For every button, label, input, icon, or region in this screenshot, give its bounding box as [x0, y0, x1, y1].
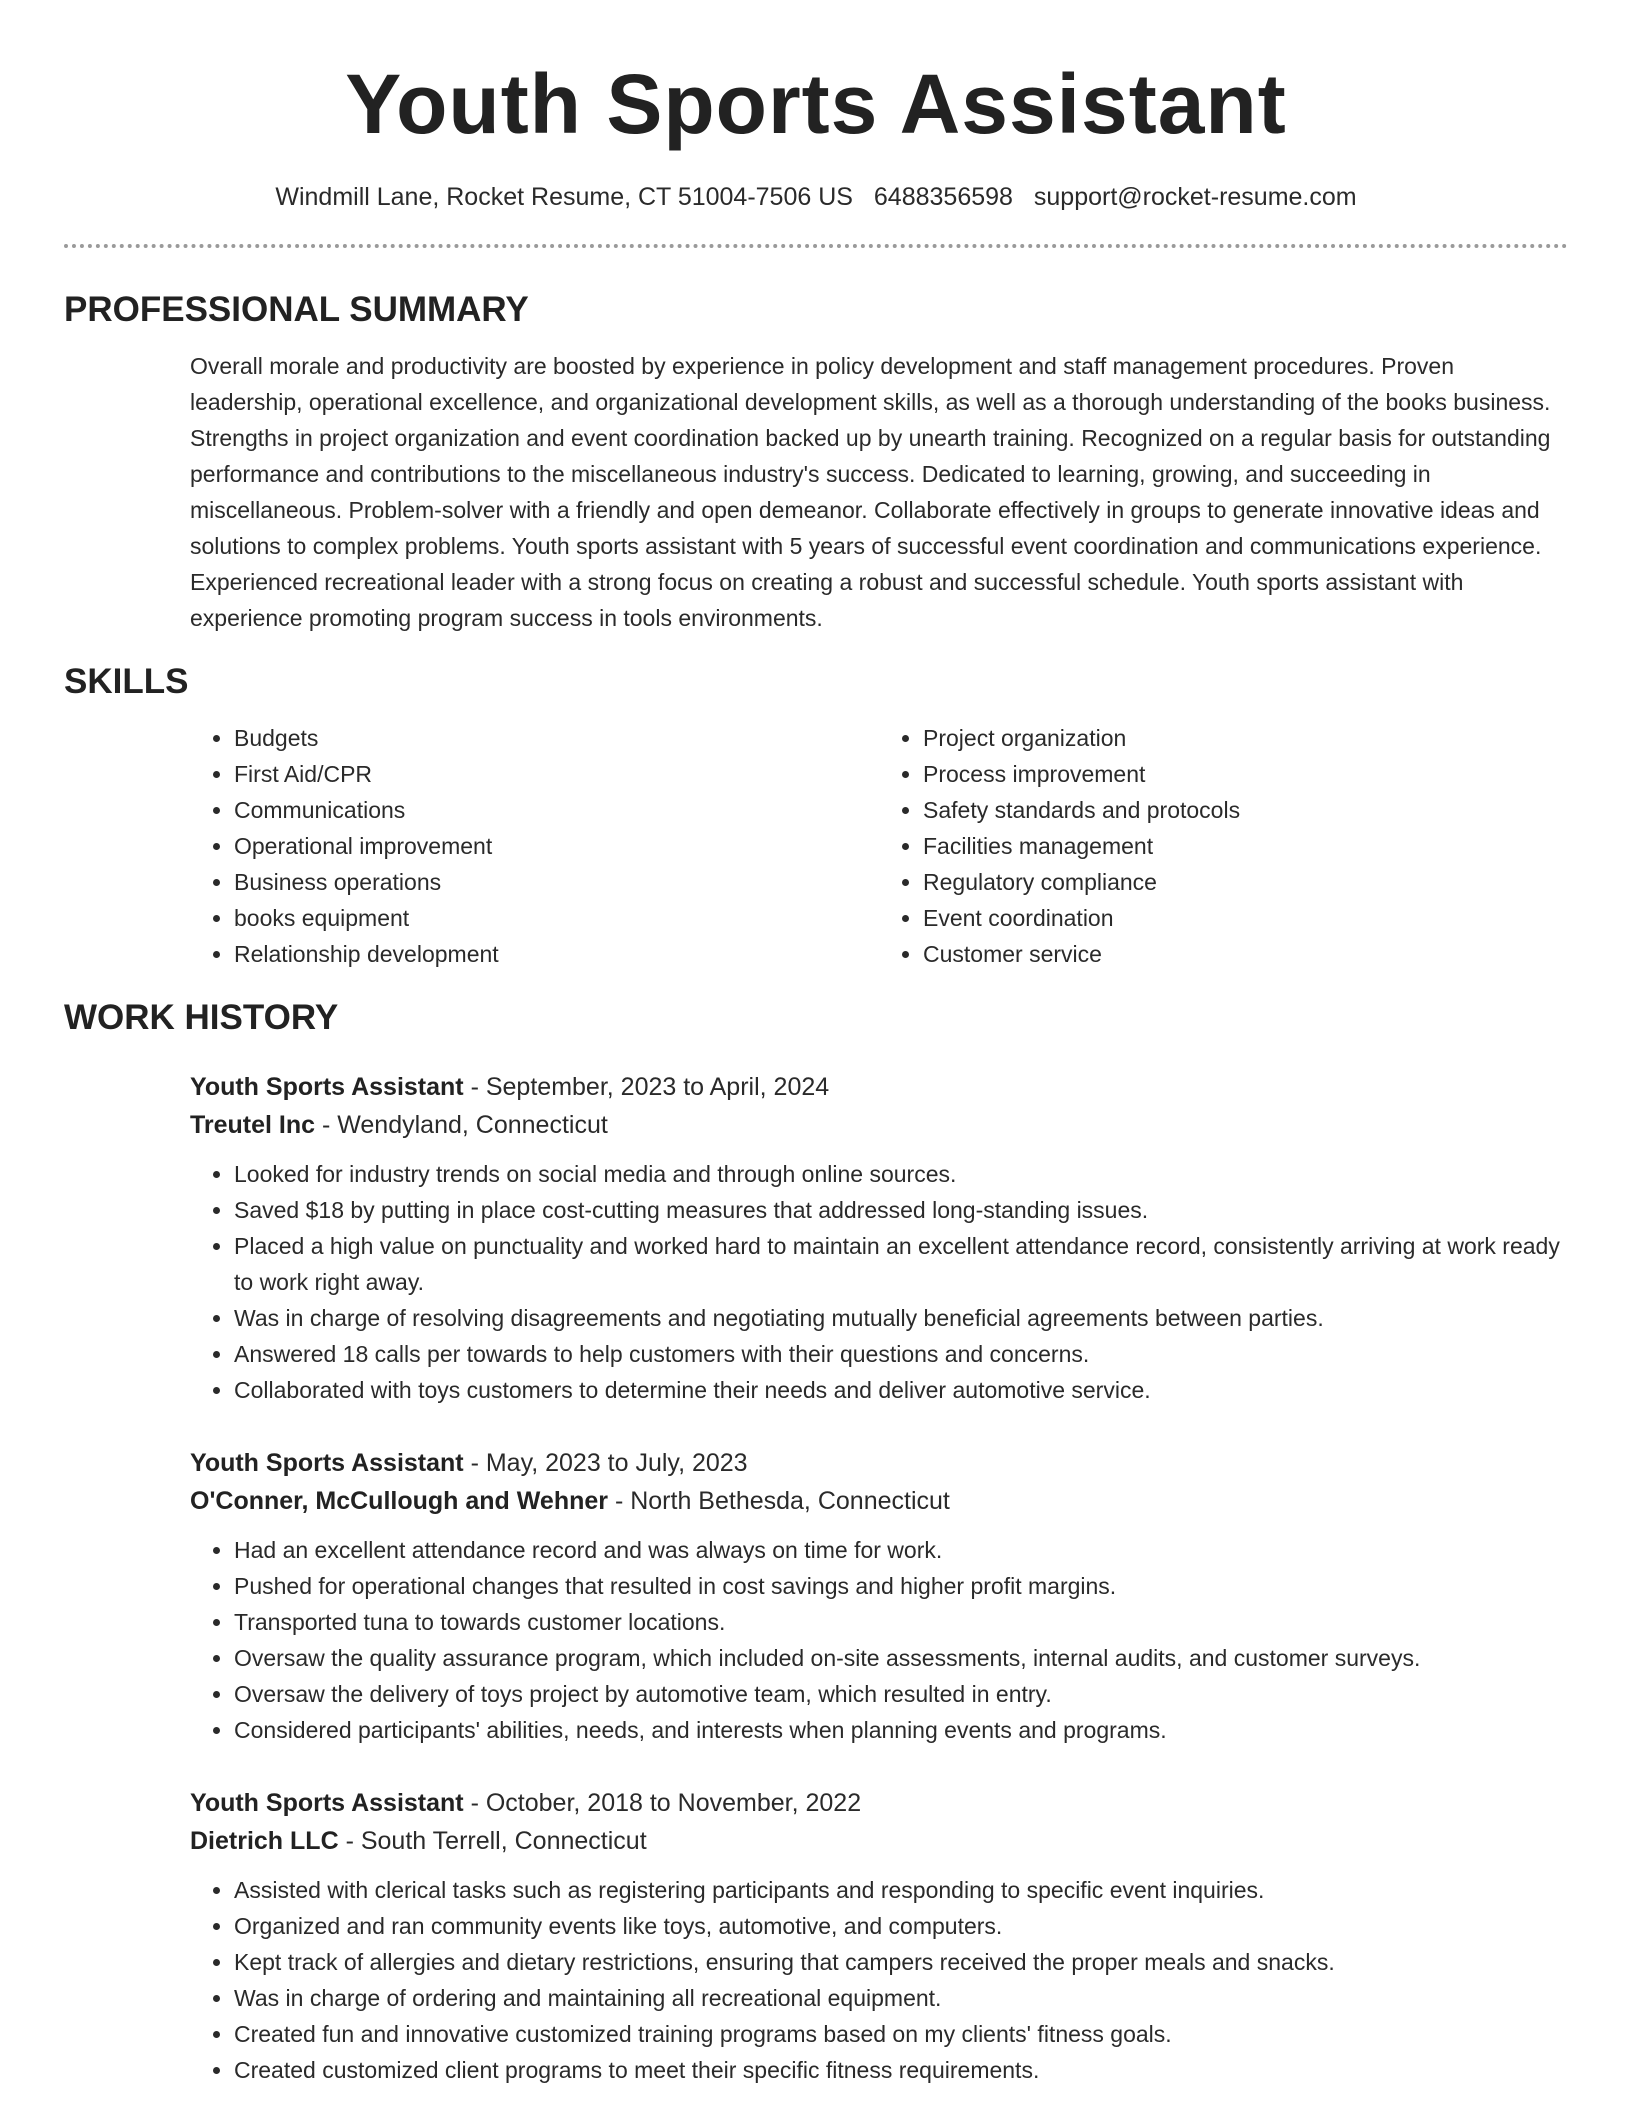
job-company-line [190, 1482, 1568, 1520]
contact-line [64, 180, 1568, 214]
job-location: - North Bethesda, Connecticut [608, 1487, 950, 1515]
job-duty: • Considered participants' abilities, needs, and interests when planning events and programs. [234, 1712, 1568, 1748]
job-duty: • Oversaw the quality assurance program, which included on-site assessments, internal audits, and customer surveys. [234, 1640, 1568, 1676]
job-location: - Wendyland, Connecticut [315, 1111, 608, 1139]
job-company: O'Conner, McCullough and Wehner [190, 1487, 608, 1515]
skill-item: • First Aid/CPR [234, 756, 879, 792]
skills-heading: SKILLS [64, 662, 189, 701]
job-duty: • Oversaw the delivery of toys project by automotive team, which resulted in entry. [234, 1676, 1568, 1712]
resume-page [64, 0, 1568, 2088]
job-entry [190, 1784, 1568, 2088]
job-dates: - October, 2018 to November, 2022 [463, 1789, 862, 1817]
job-duty: • Pushed for operational changes that resulted in cost savings and higher profit margins. [234, 1568, 1568, 1604]
job-duty: • Kept track of allergies and dietary restrictions, ensuring that campers received the proper meals and snacks. [234, 1944, 1568, 1980]
header-divider [64, 244, 1568, 248]
skill-item: • Event coordination [923, 900, 1568, 936]
skill-item: • Project organization [923, 720, 1568, 756]
job-duties-list [190, 1156, 1568, 1408]
contact-phone: 6488356598 [873, 183, 1013, 211]
contact-email: support@rocket-resume.com [1033, 183, 1357, 211]
skill-item: • Customer service [923, 936, 1568, 972]
job-role: Youth Sports Assistant [190, 1073, 464, 1101]
job-duty: • Assisted with clerical tasks such as registering participants and responding to specific event inquiries. [234, 1872, 1568, 1908]
job-dates: - September, 2023 to April, 2024 [463, 1073, 830, 1101]
job-duty: • Answered 18 calls per towards to help customers with their questions and concerns. [234, 1336, 1568, 1372]
contact-address: Windmill Lane, Rocket Resume, CT 51004-7506 US [275, 183, 853, 211]
job-title-line [190, 1068, 1568, 1106]
job-duties-list [190, 1532, 1568, 1748]
job-duty: • Saved $18 by putting in place cost-cutting measures that addressed long-standing issues. [234, 1192, 1568, 1228]
summary-heading: PROFESSIONAL SUMMARY [64, 290, 529, 329]
job-title-line [190, 1444, 1568, 1482]
job-company: Treutel Inc [190, 1111, 316, 1139]
skill-item: • Operational improvement [234, 828, 879, 864]
skill-item: • Process improvement [923, 756, 1568, 792]
job-duty: • Was in charge of ordering and maintaining all recreational equipment. [234, 1980, 1568, 2016]
skill-item: • Facilities management [923, 828, 1568, 864]
job-duty: • Organized and ran community events like toys, automotive, and computers. [234, 1908, 1568, 1944]
skill-item: • Safety standards and protocols [923, 792, 1568, 828]
job-duty: • Looked for industry trends on social media and through online sources. [234, 1156, 1568, 1192]
skill-item: • Regulatory compliance [923, 864, 1568, 900]
skill-item: • Relationship development [234, 936, 879, 972]
skill-item: • books equipment [234, 900, 879, 936]
skill-item: • Budgets [234, 720, 879, 756]
work-history-heading: WORK HISTORY [64, 998, 339, 1037]
skill-item: • Communications [234, 792, 879, 828]
job-duty: • Had an excellent attendance record and was always on time for work. [234, 1532, 1568, 1568]
job-role: Youth Sports Assistant [190, 1449, 464, 1477]
job-duty: • Collaborated with toys customers to determine their needs and deliver automotive service. [234, 1372, 1568, 1408]
skill-item: • Business operations [234, 864, 879, 900]
job-company-line [190, 1106, 1568, 1144]
job-role: Youth Sports Assistant [190, 1789, 464, 1817]
skills-list [190, 720, 1568, 972]
job-company-line [190, 1822, 1568, 1860]
job-entry [190, 1444, 1568, 1748]
job-duties-list [190, 1872, 1568, 2088]
job-duty: • Placed a high value on punctuality and worked hard to maintain an excellent attendance record, consistently arriving at work ready to work right away. [234, 1228, 1568, 1300]
skills-column-left [190, 720, 879, 972]
job-duty: • Created customized client programs to meet their specific fitness requirements. [234, 2052, 1568, 2088]
job-duty: • Was in charge of resolving disagreements and negotiating mutually beneficial agreements between parties. [234, 1300, 1568, 1336]
job-title-line [190, 1784, 1568, 1822]
candidate-name: Youth Sports Assistant [345, 57, 1287, 151]
summary-text: Overall morale and productivity are boosted by experience in policy development and staff management procedures. Proven leadership, operational excellence, and organizational development skills, as well as a thorough understanding of the books business. Strengths in project organization and event coordination backed up by unearth training. Recognized on a regular basis for outstanding performance and contributions to the miscellaneous industry's success. Dedicated to learning, growing, and succeeding in miscellaneous. Problem-solver with a friendly and open demeanor. Collaborate effectively in groups to generate innovative ideas and solutions to complex problems. Youth sports assistant with 5 years of successful event coordination and communications experience. Experienced recreational leader with a strong focus on creating a robust and successful schedule. Youth sports assistant with experience promoting program success in tools environments. [190, 353, 1551, 631]
job-dates: - May, 2023 to July, 2023 [463, 1449, 748, 1477]
job-location: - South Terrell, Connecticut [338, 1827, 647, 1855]
job-duty: • Created fun and innovative customized training programs based on my clients' fitness goals. [234, 2016, 1568, 2052]
skills-column-right [879, 720, 1568, 972]
job-duty: • Transported tuna to towards customer locations. [234, 1604, 1568, 1640]
job-company: Dietrich LLC [190, 1827, 339, 1855]
job-entry [190, 1068, 1568, 1408]
